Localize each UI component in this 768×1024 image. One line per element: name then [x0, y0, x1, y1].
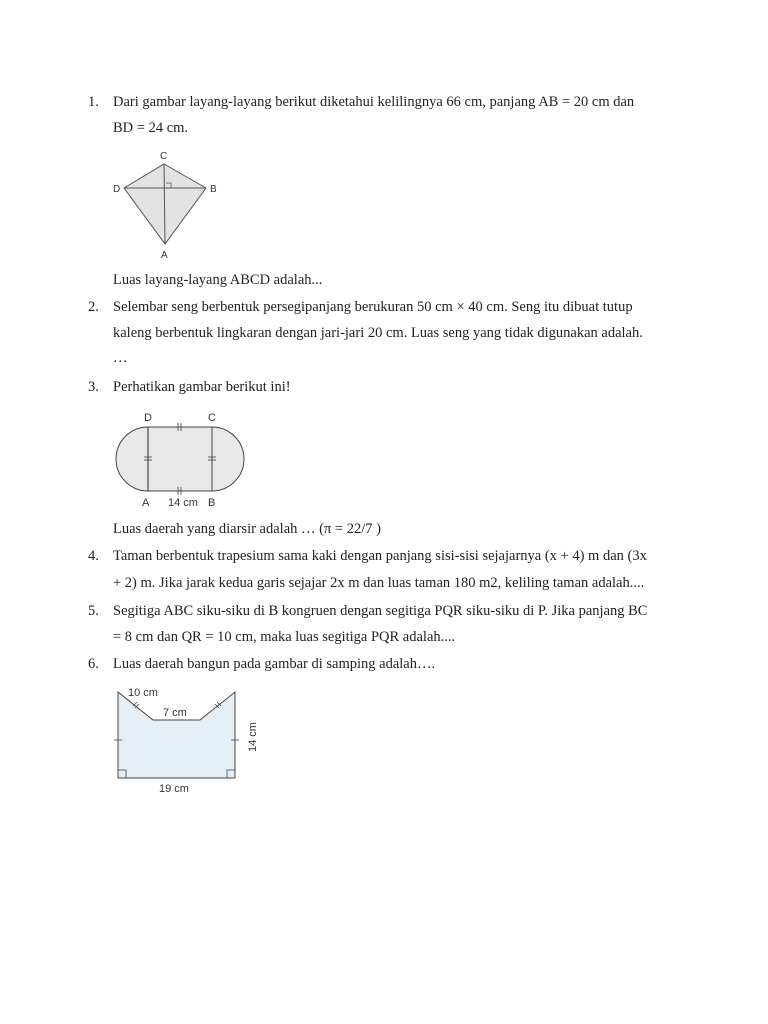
- q4-number: 4.: [88, 548, 99, 564]
- q2-text-line3: …: [113, 350, 128, 366]
- label-b: B: [208, 497, 216, 509]
- label-middle: 7 cm: [163, 707, 187, 719]
- notched-shape: [118, 692, 235, 778]
- q1-question: Luas layang-layang ABCD adalah...: [113, 272, 323, 288]
- q1-number: 1.: [88, 94, 99, 110]
- label-d: D: [113, 184, 121, 195]
- q5-text-line2: = 8 cm dan QR = 10 cm, maka luas segitiga PQR adalah....: [113, 629, 456, 645]
- q2-text-line1: Selembar seng berbentuk persegipanjang berukuran 50 cm × 40 cm. Seng itu dibuat tutup: [113, 299, 633, 315]
- label-a: A: [142, 497, 150, 509]
- q5-text-line1: Segitiga ABC siku-siku di B kongruen dengan segitiga PQR siku-siku di P. Jika panjang BC: [113, 603, 648, 619]
- q6-text-line1: Luas daerah bangun pada gambar di samping adalah….: [113, 656, 436, 672]
- q3-question: Luas daerah yang diarsir adalah … (π = 22/7 ): [113, 521, 381, 537]
- kite-figure: [110, 148, 230, 263]
- stadium-shape: [116, 427, 244, 491]
- q6-number: 6.: [88, 656, 99, 672]
- label-bottom: 19 cm: [159, 783, 189, 795]
- label-c: C: [160, 151, 168, 162]
- q4-text-line1: Taman berbentuk trapesium sama kaki dengan panjang sisi-sisi sejajarnya (x + 4) m dan (3x: [113, 548, 647, 564]
- q5-number: 5.: [88, 603, 99, 619]
- q3-text-line1: Perhatikan gambar berikut ini!: [113, 379, 291, 395]
- label-d: D: [144, 412, 152, 424]
- q4-text-line2: + 2) m. Jika jarak kedua garis sejajar 2x m dan luas taman 180 m2, keliling taman adalah....: [113, 575, 645, 591]
- label-right: 14 cm: [247, 722, 259, 752]
- notched-shape-figure: [108, 682, 268, 800]
- label-b: B: [210, 184, 217, 195]
- label-length: 14 cm: [168, 497, 198, 509]
- q2-text-line2: kaleng berbentuk lingkaran dengan jari-jari 20 cm. Luas seng yang tidak digunakan adalah.: [113, 325, 643, 341]
- q3-number: 3.: [88, 379, 99, 395]
- q1-text-line1: Dari gambar layang-layang berikut diketahui kelilingnya 66 cm, panjang AB = 20 cm dan: [113, 94, 635, 110]
- label-c: C: [208, 412, 216, 424]
- label-top-left: 10 cm: [128, 687, 158, 699]
- label-a: A: [161, 250, 168, 261]
- q1-text-line2: BD = 24 cm.: [113, 120, 189, 136]
- stadium-figure: [112, 405, 252, 511]
- q2-number: 2.: [88, 299, 99, 315]
